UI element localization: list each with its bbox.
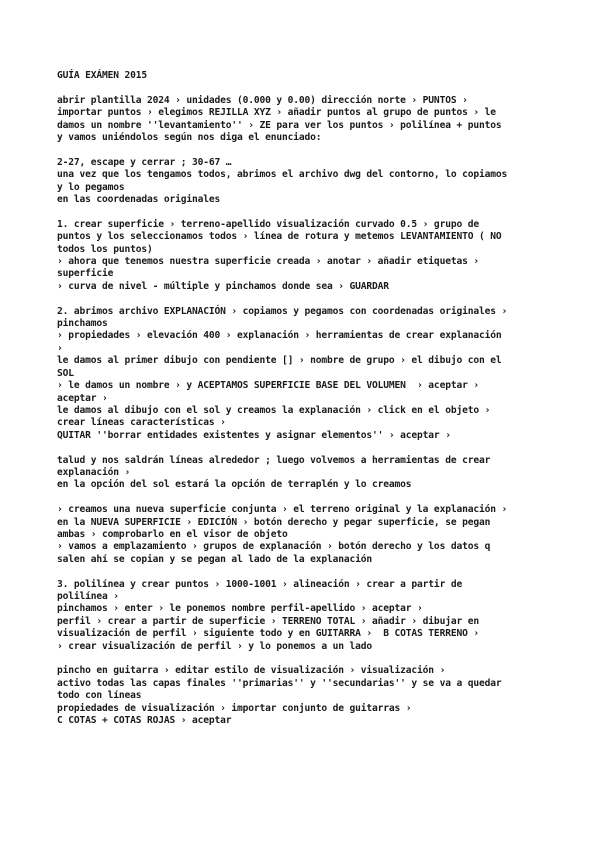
text-line: ambas › comprobarlo en el visor de objeto	[57, 528, 288, 540]
text-line: una vez que los tengamos todos, abrimos el archivo dwg del contorno, lo copiamos	[57, 169, 508, 181]
document-body	[57, 82, 547, 727]
text-line: le damos al dibujo con el sol y creamos la explanación › click en el objeto ›	[57, 404, 491, 416]
text-line: 3. polilínea y crear puntos › 1000-1001 › alineación › crear a partir de	[57, 578, 463, 590]
text-line: damos un nombre ''levantamiento'' › ZE para ver los puntos › polilínea + puntos	[57, 119, 502, 131]
text-line: › le damos un nombre › y ACEPTAMOS SUPERFICIE BASE DEL VOLUMEN › aceptar ›	[57, 380, 479, 392]
text-line: pincho en guitarra › editar estilo de visualización › visualización ›	[57, 665, 446, 677]
text-line: en la NUEVA SUPERFICIE › EDICIÓN › botón derecho y pegar superficie, se pegan	[57, 516, 491, 528]
text-line: superficie	[57, 268, 114, 280]
text-line: › vamos a emplazamiento › grupos de explanación › botón derecho y los datos q	[57, 541, 491, 553]
text-line: perfil › crear a partir de superficie › TERRENO TOTAL › añadir › dibujar en	[57, 615, 479, 627]
text-line: todos los puntos)	[57, 243, 153, 255]
text-line: en las coordenadas originales	[57, 194, 221, 206]
paragraph	[57, 219, 547, 293]
text-line: aceptar ›	[57, 392, 108, 404]
paragraph-gap	[57, 293, 547, 305]
paragraph-gap	[57, 653, 547, 665]
text-line: › curva de nivel - múltiple y pinchamos donde sea › GUARDAR	[57, 280, 389, 292]
text-line: 2. abrimos archivo EXPLANACIÓN › copiamos y pegamos con coordenadas originales ›	[57, 305, 508, 317]
text-line: explanación ›	[57, 466, 131, 478]
text-line: C COTAS + COTAS ROJAS › aceptar	[57, 715, 232, 726]
text-line: visualización de perfil › siguiente todo y en GUITARRA › B COTAS TERRENO ›	[57, 628, 479, 640]
text-line: talud y nos saldrán líneas alrededor ; luego volvemos a herramientas de crear	[57, 454, 491, 466]
text-line: QUITAR ''borrar entidades existentes y asignar elementos'' › aceptar ›	[57, 429, 451, 441]
text-line: polilínea ›	[57, 590, 119, 602]
text-line: propiedades de visualización › importar conjunto de guitarras ›	[57, 702, 412, 714]
text-line: 1. crear superficie › terreno-apellido visualización curvado 0.5 › grupo de	[57, 218, 479, 230]
text-line: › propiedades › elevación 400 › explanación › herramientas de crear explanación	[57, 330, 502, 342]
text-line: y vamos uniéndolos según nos diga el enunciado:	[57, 132, 322, 144]
text-line: puntos y los seleccionamos todos › línea de rotura y metemos LEVANTAMIENTO ( NO	[57, 231, 502, 243]
text-line: crear líneas características ›	[57, 417, 226, 429]
document-title: GUÍA EXÁMEN 2015	[57, 70, 148, 81]
text-line: pinchamos › enter › le ponemos nombre perfil-apellido › aceptar ›	[57, 603, 423, 615]
text-line: le damos al primer dibujo con pendiente [] › nombre de grupo › el dibujo con el	[57, 355, 502, 367]
text-line: › creamos una nueva superficie conjunta › el terreno original y la explanación ›	[57, 504, 508, 516]
text-line: activo todas las capas finales ''primarias'' y ''secundarias'' y se va a quedar	[57, 677, 502, 689]
text-line: importar puntos › elegimos REJILLA XYZ › añadir puntos al grupo de puntos › le	[57, 107, 496, 119]
text-line: › ahora que tenemos nuestra superficie creada › anotar › añadir etiquetas ›	[57, 256, 479, 268]
paragraph-gap	[57, 206, 547, 218]
paragraph-gap	[57, 492, 547, 504]
text-line: SOL	[57, 367, 74, 379]
paragraph	[57, 157, 547, 207]
text-line: todo con líneas	[57, 690, 142, 702]
document-page	[57, 70, 547, 727]
text-line: abrir plantilla 2024 › unidades (0.000 y 0.00) dirección norte › PUNTOS ›	[57, 94, 468, 106]
text-line: y lo pegamos	[57, 181, 125, 193]
paragraph-gap	[57, 82, 547, 94]
paragraph	[57, 306, 547, 442]
paragraph	[57, 504, 547, 566]
paragraph-gap	[57, 144, 547, 156]
paragraph	[57, 579, 547, 653]
text-line: en la opción del sol estará la opción de terraplén y lo creamos	[57, 479, 412, 491]
text-line: ›	[57, 342, 63, 354]
text-line: 2-27, escape y cerrar ; 30-67 …	[57, 156, 232, 168]
paragraph-gap	[57, 566, 547, 578]
paragraph	[57, 95, 547, 145]
paragraph	[57, 455, 547, 492]
paragraph-gap	[57, 442, 547, 454]
paragraph	[57, 665, 547, 727]
text-line: pinchamos	[57, 318, 108, 330]
text-line: › crear visualización de perfil › y lo ponemos a un lado	[57, 640, 373, 652]
text-line: salen ahí se copian y se pegan al lado de la explanación	[57, 553, 373, 565]
